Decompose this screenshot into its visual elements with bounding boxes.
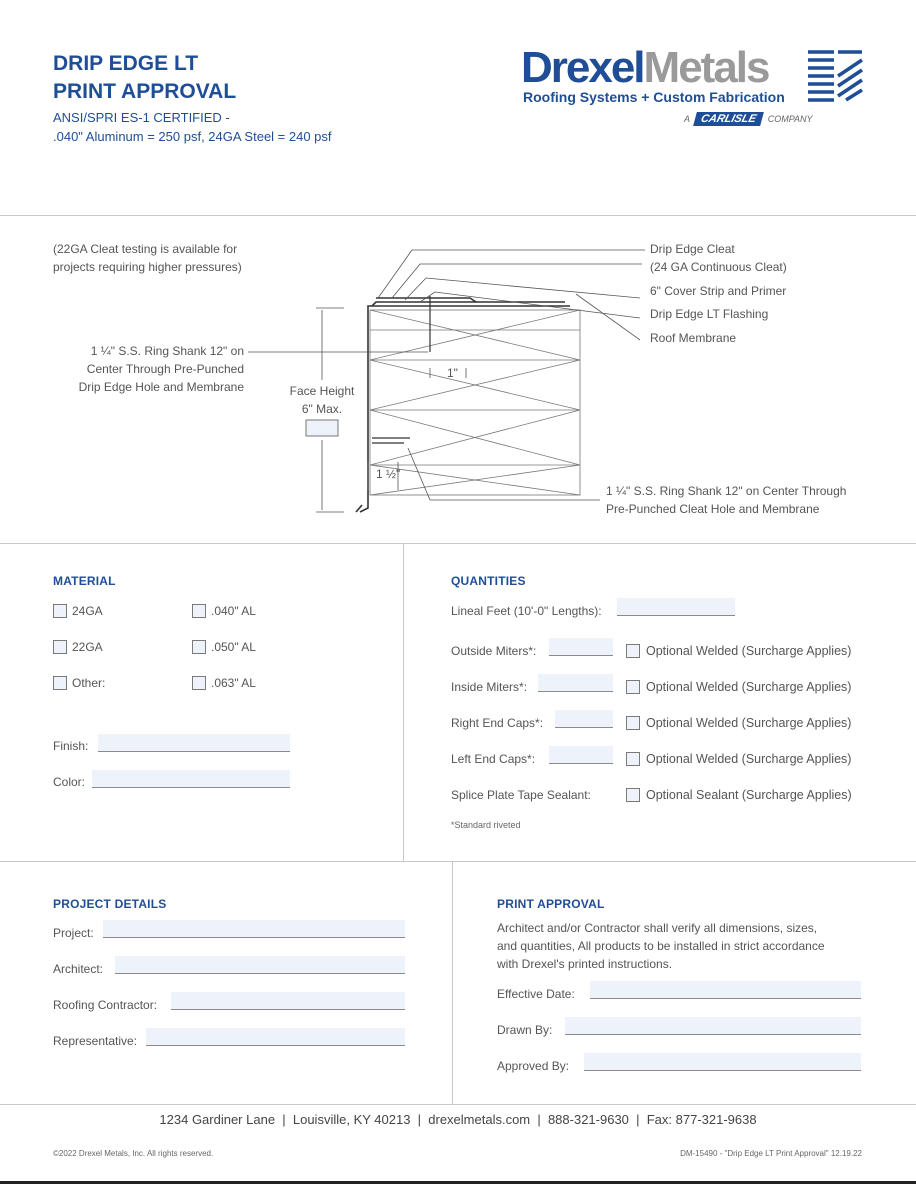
right-end-caps-label: Right End Caps*: xyxy=(451,716,544,730)
divider-project-approval xyxy=(452,861,453,1104)
left-end-caps-option: Optional Welded (Surcharge Applies) xyxy=(646,752,852,766)
architect-field[interactable] xyxy=(115,956,405,974)
company-contact-line: 1234 Gardiner Lane | Louisville, KY 40213 | drexelmetals.com | 888-321-9630 | Fax: 877-321-9638 xyxy=(159,1112,757,1127)
callout-drip-edge-cleat xyxy=(650,240,787,276)
standard-riveted-note: *Standard riveted xyxy=(451,820,521,830)
logo-brand-metals: Metals xyxy=(643,43,769,92)
checkbox-040-al[interactable] xyxy=(192,604,206,618)
left-callout-line-3: Drip Edge Hole and Membrane xyxy=(78,380,244,394)
face-height-label xyxy=(282,382,362,418)
option-050-al-label: .050" AL xyxy=(211,640,256,654)
checkbox-other[interactable] xyxy=(53,676,67,690)
face-height-title: Face Height xyxy=(289,384,355,398)
option-other-label: Other: xyxy=(72,676,106,690)
drawn-by-label: Drawn By: xyxy=(497,1023,553,1037)
checkbox-050-al[interactable] xyxy=(192,640,206,654)
option-040-al-label: .040" AL xyxy=(211,604,256,618)
checkbox-24ga[interactable] xyxy=(53,604,67,618)
bottom-callout-line-1: 1 ¼" S.S. Ring Shank 12" on Center Through xyxy=(606,484,847,498)
outside-miters-option: Optional Welded (Surcharge Applies) xyxy=(646,644,852,658)
carlisle-suffix: COMPANY xyxy=(767,114,813,124)
inside-miters-field[interactable] xyxy=(538,674,613,692)
bottom-callout-line-2: Pre-Punched Cleat Hole and Membrane xyxy=(606,502,820,516)
outside-miters-label: Outside Miters*: xyxy=(451,644,537,658)
checkbox-splice-sealant[interactable] xyxy=(626,788,640,802)
instructions-line-2: and quantities, All products to be installed in strict accordance xyxy=(497,939,825,953)
cleat-spec: (24 GA Continuous Cleat) xyxy=(650,260,787,274)
document-title xyxy=(53,50,236,106)
project-label: Project: xyxy=(53,926,94,940)
left-callout-line-2: Center Through Pre-Punched xyxy=(86,362,244,376)
logo-brand-drexel: Drexel xyxy=(521,43,644,92)
left-callout-line-1: 1 ¼" S.S. Ring Shank 12" on xyxy=(90,344,244,358)
callout-roof-membrane: Roof Membrane xyxy=(650,331,737,345)
option-24ga-label: 24GA xyxy=(72,604,103,618)
outside-miters-field[interactable] xyxy=(549,638,613,656)
certification-line: ANSI/SPRI ES-1 CERTIFIED - xyxy=(53,110,230,125)
carlisle-name: CARLISLE xyxy=(693,112,764,126)
checkbox-22ga[interactable] xyxy=(53,640,67,654)
right-end-caps-option: Optional Welded (Surcharge Applies) xyxy=(646,716,852,730)
splice-plate-label: Splice Plate Tape Sealant: xyxy=(451,788,591,802)
roofing-contractor-label: Roofing Contractor: xyxy=(53,998,158,1012)
right-end-caps-field[interactable] xyxy=(555,710,613,728)
checkbox-outside-miters-welded[interactable] xyxy=(626,644,640,658)
finish-field[interactable] xyxy=(98,734,290,752)
checkbox-right-end-caps-welded[interactable] xyxy=(626,716,640,730)
divider-footer xyxy=(0,1104,916,1105)
copyright-notice: ©2022 Drexel Metals, Inc. All rights reserved. xyxy=(53,1149,214,1158)
document-id: DM-15490 - "Drip Edge LT Print Approval" 12.19.22 xyxy=(680,1149,862,1158)
divider-material-quantities xyxy=(403,543,404,861)
finish-label: Finish: xyxy=(53,739,89,753)
dimension-1-inch: 1" xyxy=(447,366,458,380)
architect-label: Architect: xyxy=(53,962,104,976)
divider-mid xyxy=(0,861,916,862)
divider-top xyxy=(0,215,916,216)
approval-instructions xyxy=(497,919,825,973)
option-063-al-label: .063" AL xyxy=(211,676,256,690)
callout-ring-shank-cleat xyxy=(606,482,846,518)
left-end-caps-field[interactable] xyxy=(549,746,613,764)
cleat-label: Drip Edge Cleat xyxy=(650,242,735,256)
lineal-feet-field[interactable] xyxy=(617,598,735,616)
callout-ring-shank-drip-edge xyxy=(40,342,244,396)
approved-by-field[interactable] xyxy=(584,1053,861,1071)
lineal-feet-label: Lineal Feet (10'-0" Lengths): xyxy=(451,604,602,618)
representative-label: Representative: xyxy=(53,1034,138,1048)
callout-cover-strip: 6" Cover Strip and Primer xyxy=(650,284,787,298)
option-22ga-label: 22GA xyxy=(72,640,103,654)
print-approval-heading: PRINT APPROVAL xyxy=(497,897,605,911)
roofing-contractor-field[interactable] xyxy=(171,992,405,1010)
note-line-1: (22GA Cleat testing is available for xyxy=(53,242,238,256)
logo-tagline: Roofing Systems + Custom Fabrication xyxy=(523,89,785,105)
inside-miters-label: Inside Miters*: xyxy=(451,680,528,694)
carlisle-prefix: A xyxy=(684,114,690,124)
inside-miters-option: Optional Welded (Surcharge Applies) xyxy=(646,680,852,694)
color-field[interactable] xyxy=(92,770,290,788)
splice-plate-option: Optional Sealant (Surcharge Applies) xyxy=(646,788,852,802)
dimension-1-half-inch: 1 ½" xyxy=(376,467,401,481)
drawn-by-field[interactable] xyxy=(565,1017,861,1035)
checkbox-063-al[interactable] xyxy=(192,676,206,690)
divider-diagram xyxy=(0,543,916,544)
project-field[interactable] xyxy=(103,920,405,938)
rating-line: .040" Aluminum = 250 psf, 24GA Steel = 240 psf xyxy=(53,129,332,144)
checkbox-left-end-caps-welded[interactable] xyxy=(626,752,640,766)
effective-date-label: Effective Date: xyxy=(497,987,575,1001)
approved-by-label: Approved By: xyxy=(497,1059,570,1073)
logo-stripes-icon xyxy=(808,48,864,104)
drexel-metals-logo xyxy=(521,44,866,128)
title-line-1: DRIP EDGE LT xyxy=(53,52,199,75)
instructions-line-3: with Drexel's printed instructions. xyxy=(497,957,673,971)
quantities-heading: QUANTITIES xyxy=(451,574,526,588)
callout-flashing: Drip Edge LT Flashing xyxy=(650,307,769,321)
carlisle-badge xyxy=(684,112,813,126)
project-details-heading: PROJECT DETAILS xyxy=(53,897,167,911)
left-end-caps-label: Left End Caps*: xyxy=(451,752,536,766)
note-line-2: projects requiring higher pressures) xyxy=(53,260,242,274)
title-line-2: PRINT APPROVAL xyxy=(53,80,237,103)
effective-date-field[interactable] xyxy=(590,981,861,999)
material-heading: MATERIAL xyxy=(53,574,116,588)
checkbox-inside-miters-welded[interactable] xyxy=(626,680,640,694)
instructions-line-1: Architect and/or Contractor shall verify all dimensions, sizes, xyxy=(497,921,818,935)
face-height-max: 6" Max. xyxy=(301,402,343,416)
color-label: Color: xyxy=(53,775,86,789)
representative-field[interactable] xyxy=(146,1028,405,1046)
